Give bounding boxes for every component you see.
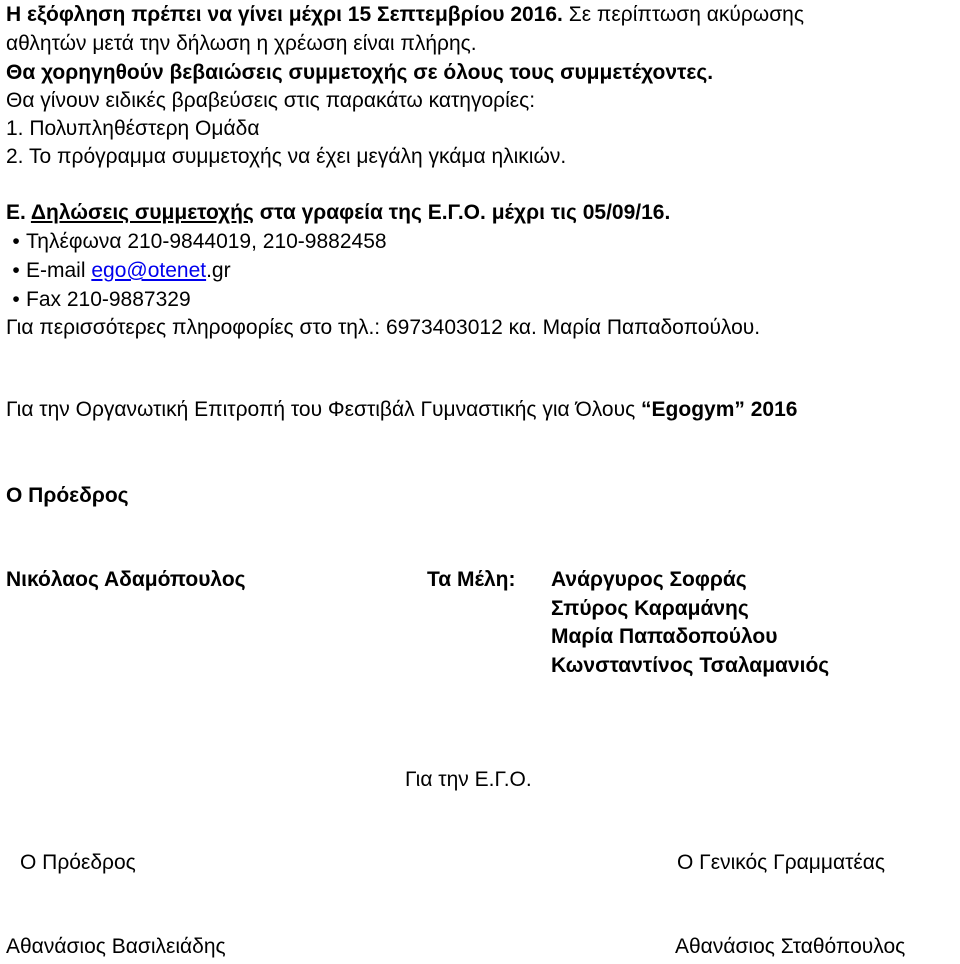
ego-president-title: Ο Πρόεδρος [20,851,136,874]
registration-rest: στα γραφεία της Ε.Γ.Ο. μέχρι τις 05/09/16. [253,201,671,224]
ego-secretary-title: Ο Γενικός Γραμματέας [677,851,886,874]
committee-president-name: Νικόλαος Αδαμόπουλος [6,568,246,591]
bullet-icon: • [12,288,20,311]
contact-phones [6,227,387,256]
payment-deadline: Η εξόφληση πρέπει να γίνει μέχρι 15 Σεπτεμβρίου 2016. [6,3,563,26]
payment-line-1 [6,0,804,29]
member-name: Σπύρος Καραμάνης [551,597,749,620]
members-label: Τα Μέλη: [427,568,516,591]
certificates-notice: Θα χορηγηθούν βεβαιώσεις συμμετοχής σε όλους τους συμμετέχοντες. [6,61,714,84]
member-name: Ανάργυρος Σοφράς [551,568,747,591]
ego-secretary-name: Αθανάσιος Σταθόπουλος [675,935,906,958]
awards-intro: Θα γίνουν ειδικές βραβεύσεις στις παρακάτω κατηγορίες: [6,89,536,112]
payment-cancellation: Σε περίπτωση ακύρωσης [562,3,804,26]
committee-line [6,395,797,424]
registration-underlined: Δηλώσεις συμμετοχής [30,201,254,224]
payment-line-2: αθλητών μετά την δήλωση η χρέωση είναι πλήρης. [6,32,477,55]
more-info: Για περισσότερες πληροφορίες στο τηλ.: 6973403012 κα. Μαρία Παπαδοπούλου. [6,316,761,339]
committee-for-text: Για την Οργανωτική Επιτροπή του Φεστιβάλ Γυμναστικής για Όλους [6,398,642,421]
email-link[interactable]: ego@otenet [91,259,207,282]
fax-text: Fax 210-9887329 [26,288,191,311]
award-item-1: 1. Πολυπληθέστερη Ομάδα [6,117,260,140]
registration-prefix: Ε. [6,201,31,224]
member-name: Κωνσταντίνος Τσαλαμανιός [551,654,830,677]
phones-text: Τηλέφωνα 210-9844019, 210-9882458 [26,230,387,253]
email-suffix: .gr [206,259,231,282]
committee-president-title: Ο Πρόεδρος [6,484,129,507]
member-name: Μαρία Παπαδοπούλου [551,625,778,648]
email-prefix: E-mail [26,259,92,282]
ego-president-name: Αθανάσιος Βασιλειάδης [6,935,226,958]
contact-email [6,256,231,285]
ego-for-text: Για την Ε.Γ.Ο. [405,768,532,791]
registration-heading [6,198,670,227]
award-item-2: 2. Το πρόγραμμα συμμετοχής να έχει μεγάλη γκάμα ηλικιών. [6,145,567,168]
event-year: 2016 [744,398,798,421]
event-name: “Egogym” [641,398,745,421]
bullet-icon: • [12,230,20,253]
bullet-icon: • [12,259,20,282]
contact-fax [6,285,191,314]
